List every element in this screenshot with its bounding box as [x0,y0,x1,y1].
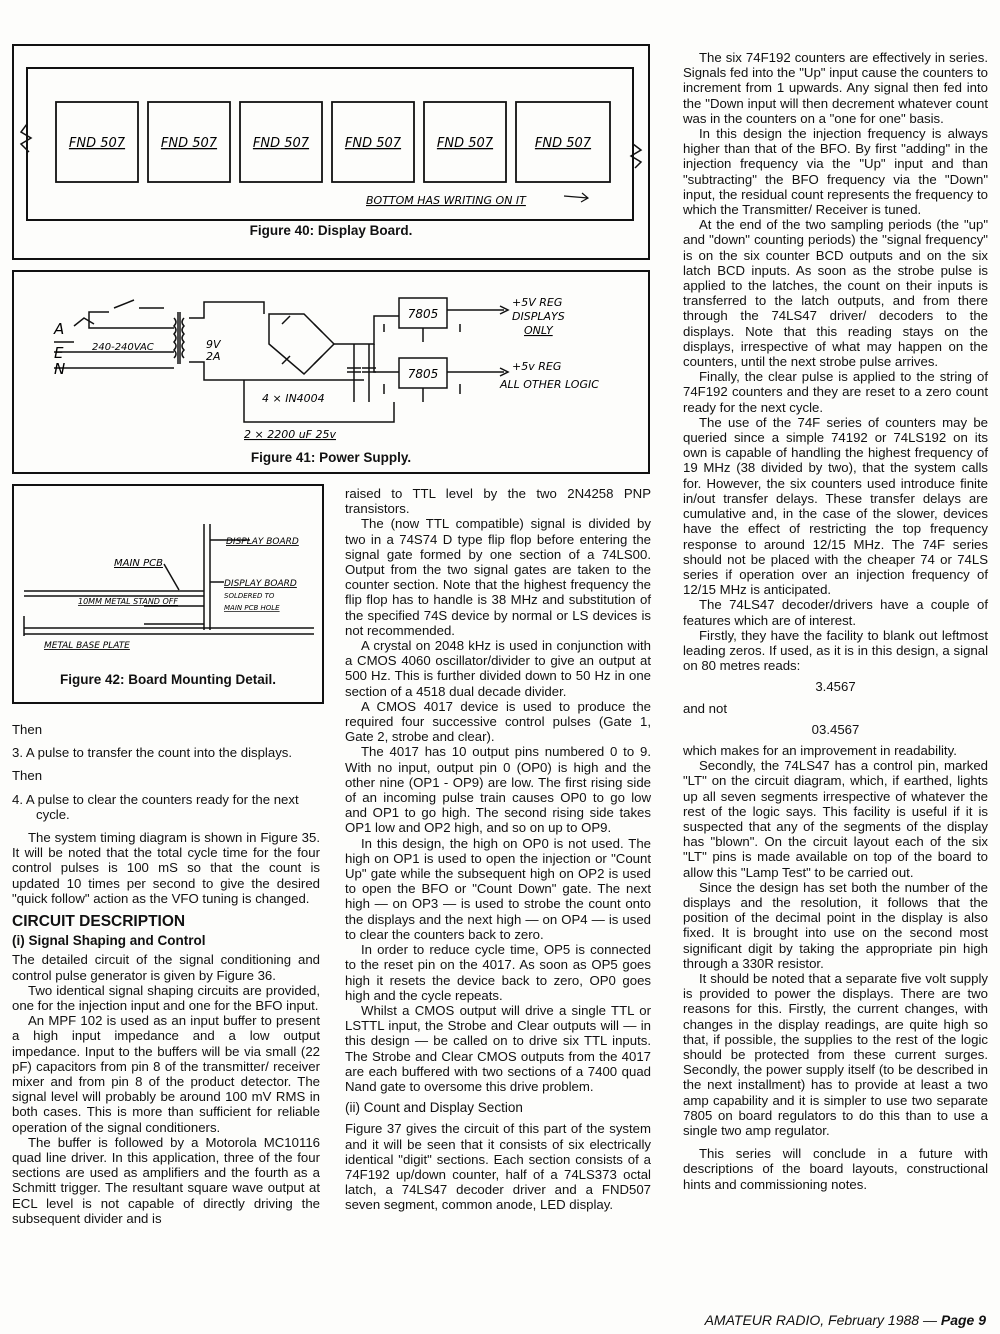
terminal-a-label: A [54,320,65,338]
paragraph: Whilst a CMOS output will drive a single TTL or LSTTL input, the Strobe and Clear outputs will — in this design — be called on to drive six TTL inputs. The Strobe and Clear CMOS outputs from the 4017 are each buffered with two sections of a 7400 quad Nand gate to oversome this drive problem. [345,1002,651,1094]
paragraph: The use of the 74F series of counters may be queried since a simple 74192 or 74LS192 on its own is capable of handling the highest frequency of 19 MHz (38 divided by two), that the system calls for. However, the six counters used introduce finite in/out transfer delays. These transfer delays are cumulative and, in the case of the slower, devices have the effect of restricting the top frequency response to around 12/15 MHz. The 74F series should not be placed with the cheaper 74 or 74LS series if operation over an injection frequency of 12/15 MHz is anticipated. [683,414,988,598]
paragraph: A crystal on 2048 kHz is used in conjunction with a CMOS 4060 oscillator/divider to give an output at 500 Hz. This is further divided down to 50 Hz in one section of a 4518 dual decade divider. [345,638,651,699]
paragraph: Secondly, the 74LS47 has a control pin, marked "LT" on the circuit diagram, which, if earthed, lights up all seven segments irrespective of whatever the rest of the logic says. This facility is useful if it is suspected that any of the segments of the display has "blown". On the circuit layout each of the six "LT" pins is made available on top of the board to allow this "Lamp Test" to be carried out. [683,758,988,880]
figure-41-caption: Figure 41: Power Supply. [250,450,412,465]
regulator-1-label: 7805 [407,307,439,321]
transformer-current-label: 2A [206,350,221,363]
figure-40 [12,44,650,260]
paragraph: The detailed circuit of the signal conditioning and control pulse generator is given by Figure 36. [12,952,320,983]
display-label: FND 507 [68,136,126,151]
paragraph: Then [12,722,43,737]
display-board-2-label: DISPLAY BOARD [224,579,297,589]
display-board-label: DISPLAY BOARD [226,537,299,547]
publication-date: February 1988 — [828,1312,937,1328]
paragraph: Firstly, they have the facility to blank out leftmost leading zeros. If used, as it is in this design, a signal on 80 metres reads: [683,627,988,674]
display-label: FND 507 [534,136,592,151]
column-2 [345,486,651,1213]
main-pcb-label: MAIN PCB [114,558,163,569]
paragraph: An MPF 102 is used as an input buffer to present a high input impedance and a low output impedance. Input to the buffers will be via small (22 pF) capacitors from pin 8 of the transmitter/ receiver mixer and from pin 8 of the product detector. The signal level will probably be around 100 mV RMS in both cases. This is more than sufficient for reliable operation of the signal conditioners. [12,1013,320,1135]
output-2-sub: ALL OTHER LOGIC [500,378,599,391]
paragraph: Finally, the clear pulse is applied to the string of 74F192 counters and they are reset to a zero count ready for the next cycle. [683,369,988,415]
paragraph: raised to TTL level by the two 2N4258 PNP transistors. [345,486,651,517]
column-3 [683,50,988,1192]
output-1-label: +5V REG [512,296,563,309]
figure-41 [12,270,650,474]
paragraph: The system timing diagram is shown in Figure 35. It will be noted that the total cycle time for the four control pulses is 100 mS so that the count is updated 10 times per second to give the desired "quick follow" action as the VFO tuning is changed. [12,830,320,906]
base-plate-label: METAL BASE PLATE [44,641,130,651]
stand-off-label: 10MM METAL STAND OFF [78,597,178,606]
list-item: 3. A pulse to transfer the count into the displays. [12,745,293,761]
bottom-note: BOTTOM HAS WRITING ON IT [366,194,526,207]
display-label: FND 507 [344,136,402,151]
paragraph: Two identical signal shaping circuits are provided, one for the injection input and one for the BFO input. [12,982,320,1014]
terminal-n-label: N [54,360,66,378]
page-number: Page 9 [940,1312,986,1328]
page-footer [705,1312,986,1328]
section-heading: CIRCUIT DESCRIPTION [12,913,186,931]
output-1-sub2: ONLY [524,324,553,337]
mains-voltage-label: 240-240VAC [92,342,154,353]
paragraph: Then [12,768,43,784]
paragraph: and not [683,700,727,716]
display-label: FND 507 [436,136,494,151]
transformer-voltage-label: 9V [206,338,221,351]
display-label: FND 507 [160,136,218,151]
publication-name: AMATEUR RADIO, [704,1312,825,1328]
figure-42-caption: Figure 42: Board Mounting Detail. [59,672,276,687]
figure-40-caption: Figure 40: Display Board. [249,223,413,238]
paragraph: At the end of the two sampling periods (the "up" and "down" counting periods) the "signal frequency" is on the six counter BCD outputs and on the six latch BCD inputs. As soon as the strobe pulse is applied to the latches, the count on their inputs is transferred to the latch outputs, and from there through the 74LS47 driver/ decoders to the displays. Note that this reading stays on the displays, irrespective of what may happen on the counters, until the next strobe pulse arrives. [683,217,988,370]
column-1 [12,722,320,1226]
board-mounting-drawing [14,486,322,702]
soldered-label: SOLDERED TO [224,592,275,600]
paragraph: The (now TTL compatible) signal is divided by two in a 74S74 D type flip flop before entering the signal gate formed by one section of a 74LS00. Output from the two signal gates are taken to the counter section. Note that the highest frequency the flip flop has to handle is 38 MHz and substitution of the specified 74S device by normal or LS devices is not recommended. [345,516,651,638]
output-1-sub: DISPLAYS [512,310,565,323]
display-label: FND 507 [252,136,310,151]
terminal-e-label: E [54,344,64,362]
example-reading: 03.4567 [811,721,860,737]
example-reading: 3.4567 [815,679,856,695]
subsection-heading: (ii) Count and Display Section [345,1100,523,1116]
output-2-label: +5v REG [512,360,562,373]
subsection-heading: (i) Signal Shaping and Control [12,933,206,949]
power-supply-schematic [14,272,648,472]
figure-42 [12,484,324,704]
main-holes-label: MAIN PCB HOLE [224,604,280,612]
paragraph: The buffer is followed by a Motorola MC10116 quad line driver. In this application, three of the four sections are used as amplifiers and the fourth as a Schmitt trigger. The resultant square wave output at ECL level is not capable of directly driving the subsequent divider and is [12,1134,320,1226]
capacitors-label: 2 × 2200 uF 25v [244,428,337,441]
paragraph: which makes for an improvement in readability. [683,742,957,758]
paragraph: The six 74F192 counters are effectively in series. Signals fed into the "Up" input cause the counters to increment from 1 upwards. Any signal then fed into the "Down input will then decrement whatever count was in the counters on a "one for one" basis. [683,50,988,126]
regulator-2-label: 7805 [407,367,439,381]
paragraph: It should be noted that a separate five volt supply is provided to power the displays. There are two reasons for this. Firstly, the current changes, with changes in the display readings, are quite high so that, if possible, the supplies to the rest of the logic should be protected from these current surges. Secondly, the power supply itself (to be described in the next installment) has to provide at least a two amp capability and it is simpler to use two separate 7805 on board regulators to do this than to use a single two amp regulator. [683,970,988,1139]
paragraph: In this design, the high on OP0 is not used. The high on OP1 is used to open the injection or "Count Up" gate while the subsequent high on OP2 is used to open the BFO or "Count Down" gate. The next high — on OP3 — is used to strobe the count onto the displays and the next high — on OP4 — is used to clear the counters back to zero. [345,835,651,942]
paragraph: A CMOS 4017 device is used to produce the required four successive control pulses (Gate 1, Gate 2, strobe and clear). [345,698,651,745]
paragraph: In order to reduce cycle time, OP5 is connected to the reset pin on the 4017. As soon as OP5 goes high it resets the device back to zero, OP0 goes high and the cycle repeats. [345,942,651,1003]
paragraph: Figure 37 gives the circuit of this part of the system and it will be seen that it consists of six electrically identical "digit" sections. Each section consists of a 74F192 up/down counter, half of a 74LS373 octal latch, a 74LS47 decoder driver and a FND507 seven segment, common anode, LED display. [345,1121,651,1213]
diodes-label: 4 × IN4004 [262,392,325,405]
paragraph: In this design the injection frequency is always higher than that of the BFO. By first "adding" in the injection frequency via the "Up" input and than "subtracting" the BFO frequency via the "Down" input, the residual count represents the frequency to which the Transmitter/ Receiver is tuned. [683,126,988,218]
paragraph: Since the design has set both the number of the displays and the resolution, it follows that the position of the decimal point in the display is also fixed. It is brought into use on the second most significant digit by taking the appropriate pin high through a 330R resistor. [683,879,988,971]
paragraph: The 74LS47 decoder/drivers have a couple of features which are of interest. [683,597,988,628]
paragraph: The 4017 has 10 output pins numbered 0 to 9. With no input, output pin 0 (OP0) is high and the other nine (OP1 - OP9) are low. The first rising side of an incoming pulse train causes OP0 to go low and OP1 to go high. The second rising side takes OP1 low and OP2 high, and so on up to OP9. [345,744,651,836]
list-item: 4. A pulse to clear the counters ready for the next cycle. [12,791,299,822]
paragraph: This series will conclude in a future with descriptions of the board layouts, constructional hints and commissioning notes. [683,1146,988,1192]
